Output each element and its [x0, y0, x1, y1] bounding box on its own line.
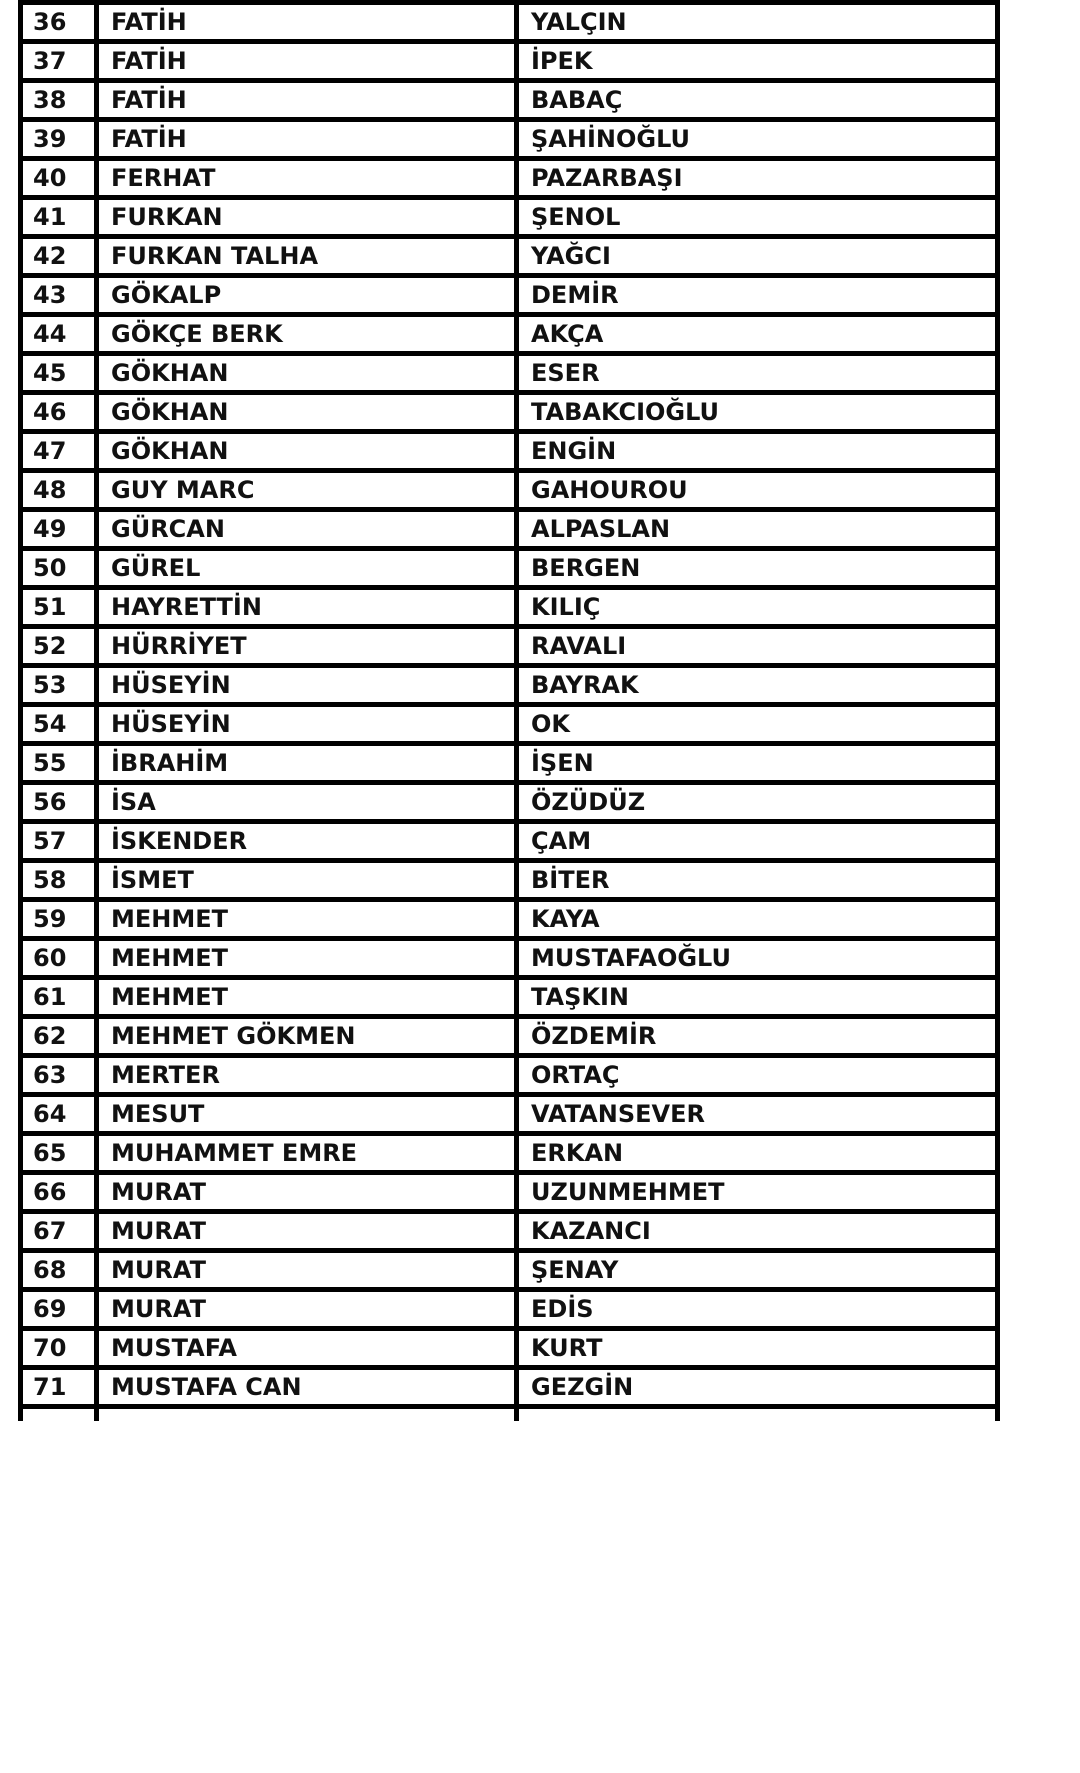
first-name-cell: GÖKALP — [97, 276, 517, 315]
row-number: 70 — [21, 1329, 97, 1368]
last-name-cell: ORTAÇ — [517, 1056, 998, 1095]
last-name-cell: GAHOUROU — [517, 471, 998, 510]
table-row — [21, 159, 998, 198]
table-row — [21, 588, 998, 627]
last-name-cell: KAZANCI — [517, 1212, 998, 1251]
first-name-cell: İSMET — [97, 861, 517, 900]
first-name-cell: GUY MARC — [97, 471, 517, 510]
table-row — [21, 549, 998, 588]
last-name-cell: KAYA — [517, 900, 998, 939]
first-name-cell: GÖKHAN — [97, 393, 517, 432]
row-number: 56 — [21, 783, 97, 822]
last-name-cell: OK — [517, 705, 998, 744]
empty-cell — [517, 1407, 998, 1421]
last-name-cell: VATANSEVER — [517, 1095, 998, 1134]
row-number: 59 — [21, 900, 97, 939]
row-number: 37 — [21, 42, 97, 81]
first-name-cell: GÜREL — [97, 549, 517, 588]
table-row — [21, 42, 998, 81]
table-row — [21, 3, 998, 42]
first-name-cell: MURAT — [97, 1251, 517, 1290]
last-name-cell: İPEK — [517, 42, 998, 81]
last-name-cell: ENGİN — [517, 432, 998, 471]
first-name-cell: MURAT — [97, 1212, 517, 1251]
table-row — [21, 81, 998, 120]
first-name-cell: FURKAN TALHA — [97, 237, 517, 276]
first-name-cell: İBRAHİM — [97, 744, 517, 783]
last-name-cell: ESER — [517, 354, 998, 393]
row-number: 50 — [21, 549, 97, 588]
table-row — [21, 1329, 998, 1368]
last-name-cell: ÖZÜDÜZ — [517, 783, 998, 822]
row-number: 41 — [21, 198, 97, 237]
empty-cell — [97, 1407, 517, 1421]
last-name-cell: YALÇIN — [517, 3, 998, 42]
first-name-cell: FATİH — [97, 81, 517, 120]
row-number: 48 — [21, 471, 97, 510]
first-name-cell: MUSTAFA — [97, 1329, 517, 1368]
table-row — [21, 627, 998, 666]
row-number: 58 — [21, 861, 97, 900]
table-row — [21, 822, 998, 861]
row-number: 47 — [21, 432, 97, 471]
table-row — [21, 198, 998, 237]
table-row — [21, 1056, 998, 1095]
row-number: 44 — [21, 315, 97, 354]
table-row — [21, 666, 998, 705]
last-name-cell: ŞAHİNOĞLU — [517, 120, 998, 159]
first-name-cell: FATİH — [97, 42, 517, 81]
table-row — [21, 861, 998, 900]
table-row-cutoff — [21, 1407, 998, 1421]
first-name-cell: HÜRRİYET — [97, 627, 517, 666]
last-name-cell: TAŞKIN — [517, 978, 998, 1017]
table-row — [21, 744, 998, 783]
table-row — [21, 1251, 998, 1290]
first-name-cell: FURKAN — [97, 198, 517, 237]
last-name-cell: BERGEN — [517, 549, 998, 588]
row-number: 39 — [21, 120, 97, 159]
first-name-cell: FERHAT — [97, 159, 517, 198]
name-table — [18, 0, 1000, 1421]
row-number: 36 — [21, 3, 97, 42]
row-number: 40 — [21, 159, 97, 198]
last-name-cell: ERKAN — [517, 1134, 998, 1173]
row-number: 57 — [21, 822, 97, 861]
table-row — [21, 471, 998, 510]
first-name-cell: GÖKHAN — [97, 354, 517, 393]
last-name-cell: ŞENAY — [517, 1251, 998, 1290]
last-name-cell: TABAKCIOĞLU — [517, 393, 998, 432]
last-name-cell: MUSTAFAOĞLU — [517, 939, 998, 978]
last-name-cell: ŞENOL — [517, 198, 998, 237]
last-name-cell: ÇAM — [517, 822, 998, 861]
row-number: 62 — [21, 1017, 97, 1056]
table-row — [21, 315, 998, 354]
last-name-cell: YAĞCI — [517, 237, 998, 276]
table-row — [21, 120, 998, 159]
table-row — [21, 1017, 998, 1056]
table-row — [21, 783, 998, 822]
last-name-cell: GEZGİN — [517, 1368, 998, 1407]
row-number: 65 — [21, 1134, 97, 1173]
last-name-cell: BİTER — [517, 861, 998, 900]
first-name-cell: MEHMET GÖKMEN — [97, 1017, 517, 1056]
table-row — [21, 1173, 998, 1212]
first-name-cell: MEHMET — [97, 900, 517, 939]
row-number: 49 — [21, 510, 97, 549]
last-name-cell: EDİS — [517, 1290, 998, 1329]
first-name-cell: HÜSEYİN — [97, 705, 517, 744]
table-row — [21, 393, 998, 432]
table-row — [21, 939, 998, 978]
row-number: 60 — [21, 939, 97, 978]
row-number: 43 — [21, 276, 97, 315]
first-name-cell: GÖKHAN — [97, 432, 517, 471]
table-body — [21, 3, 998, 1421]
last-name-cell: İŞEN — [517, 744, 998, 783]
table-row — [21, 1095, 998, 1134]
row-number: 46 — [21, 393, 97, 432]
table-row — [21, 354, 998, 393]
table-row — [21, 1212, 998, 1251]
row-number: 63 — [21, 1056, 97, 1095]
first-name-cell: MURAT — [97, 1290, 517, 1329]
row-number: 67 — [21, 1212, 97, 1251]
row-number: 69 — [21, 1290, 97, 1329]
row-number: 66 — [21, 1173, 97, 1212]
last-name-cell: PAZARBAŞI — [517, 159, 998, 198]
last-name-cell: KURT — [517, 1329, 998, 1368]
row-number: 64 — [21, 1095, 97, 1134]
row-number: 52 — [21, 627, 97, 666]
last-name-cell: BAYRAK — [517, 666, 998, 705]
table-row — [21, 237, 998, 276]
last-name-cell: ÖZDEMİR — [517, 1017, 998, 1056]
row-number: 54 — [21, 705, 97, 744]
last-name-cell: RAVALI — [517, 627, 998, 666]
first-name-cell: GÜRCAN — [97, 510, 517, 549]
last-name-cell: ALPASLAN — [517, 510, 998, 549]
table-row — [21, 978, 998, 1017]
last-name-cell: KILIÇ — [517, 588, 998, 627]
table-row — [21, 276, 998, 315]
table-row — [21, 1368, 998, 1407]
empty-cell — [21, 1407, 97, 1421]
row-number: 71 — [21, 1368, 97, 1407]
last-name-cell: AKÇA — [517, 315, 998, 354]
row-number: 45 — [21, 354, 97, 393]
first-name-cell: HAYRETTİN — [97, 588, 517, 627]
first-name-cell: MUSTAFA CAN — [97, 1368, 517, 1407]
first-name-cell: MESUT — [97, 1095, 517, 1134]
first-name-cell: MEHMET — [97, 978, 517, 1017]
first-name-cell: GÖKÇE BERK — [97, 315, 517, 354]
last-name-cell: BABAÇ — [517, 81, 998, 120]
row-number: 61 — [21, 978, 97, 1017]
first-name-cell: MURAT — [97, 1173, 517, 1212]
first-name-cell: İSKENDER — [97, 822, 517, 861]
name-table-container — [18, 0, 995, 1421]
last-name-cell: UZUNMEHMET — [517, 1173, 998, 1212]
table-row — [21, 1134, 998, 1173]
table-row — [21, 1290, 998, 1329]
first-name-cell: HÜSEYİN — [97, 666, 517, 705]
table-row — [21, 900, 998, 939]
row-number: 55 — [21, 744, 97, 783]
table-row — [21, 510, 998, 549]
table-row — [21, 432, 998, 471]
first-name-cell: FATİH — [97, 120, 517, 159]
last-name-cell: DEMİR — [517, 276, 998, 315]
row-number: 51 — [21, 588, 97, 627]
row-number: 68 — [21, 1251, 97, 1290]
first-name-cell: MEHMET — [97, 939, 517, 978]
first-name-cell: MERTER — [97, 1056, 517, 1095]
first-name-cell: MUHAMMET EMRE — [97, 1134, 517, 1173]
row-number: 53 — [21, 666, 97, 705]
first-name-cell: FATİH — [97, 3, 517, 42]
table-row — [21, 705, 998, 744]
row-number: 42 — [21, 237, 97, 276]
row-number: 38 — [21, 81, 97, 120]
first-name-cell: İSA — [97, 783, 517, 822]
